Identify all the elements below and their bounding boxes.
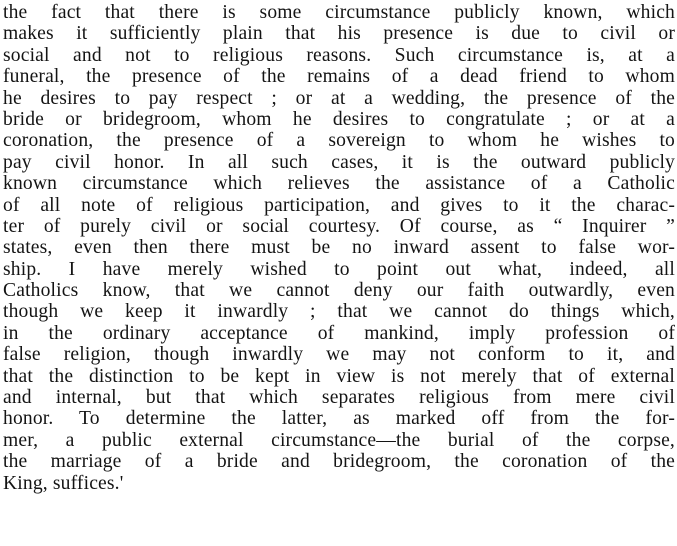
- text-line: Catholics know, that we cannot deny our faith outwardly, even: [3, 280, 675, 302]
- text-line: bride or bridegroom, whom he desires to congratulate ; or at a: [3, 108, 675, 130]
- text-line: he desires to pay respect ; or at a wedding, the presence of the: [3, 87, 675, 109]
- text-line: ter of purely civil or social courtesy. Of course, as “ Inquirer ”: [3, 215, 675, 237]
- text-line: of all note of religious participation, and gives to it the charac-: [3, 194, 675, 216]
- body-text: [3, 2, 675, 494]
- text-line-last: King, suffices.': [3, 472, 124, 494]
- text-line: ship. I have merely wished to point out what, indeed, all: [3, 258, 675, 280]
- text-line: though we keep it inwardly ; that we cannot do things which,: [3, 301, 675, 323]
- text-line: in the ordinary acceptance of mankind, imply profession of: [3, 322, 675, 344]
- text-line: honor. To determine the latter, as marked off from the for-: [3, 408, 675, 430]
- text-line: makes it sufficiently plain that his presence is due to civil or: [3, 23, 675, 45]
- text-line: that the distinction to be kept in view is not merely that of external: [3, 365, 675, 387]
- text-line: false religion, though inwardly we may not conform to it, and: [3, 344, 675, 366]
- text-line: social and not to religious reasons. Such circumstance is, at a: [3, 44, 675, 66]
- text-line: funeral, the presence of the remains of a dead friend to whom: [3, 66, 675, 88]
- text-line: coronation, the presence of a sovereign to whom he wishes to: [3, 130, 675, 152]
- text-line: the marriage of a bride and bridegroom, the coronation of the: [3, 451, 675, 473]
- text-line: mer, a public external circumstance—the burial of the corpse,: [3, 429, 675, 451]
- text-line: pay civil honor. In all such cases, it is the outward publicly: [3, 151, 675, 173]
- text-line: and internal, but that which separates religious from mere civil: [3, 387, 675, 409]
- text-line: known circumstance which relieves the assistance of a Catholic: [3, 173, 675, 195]
- text-line: the fact that there is some circumstance publicly known, which: [3, 2, 675, 23]
- text-line: states, even then there must be no inward assent to false wor-: [3, 237, 675, 259]
